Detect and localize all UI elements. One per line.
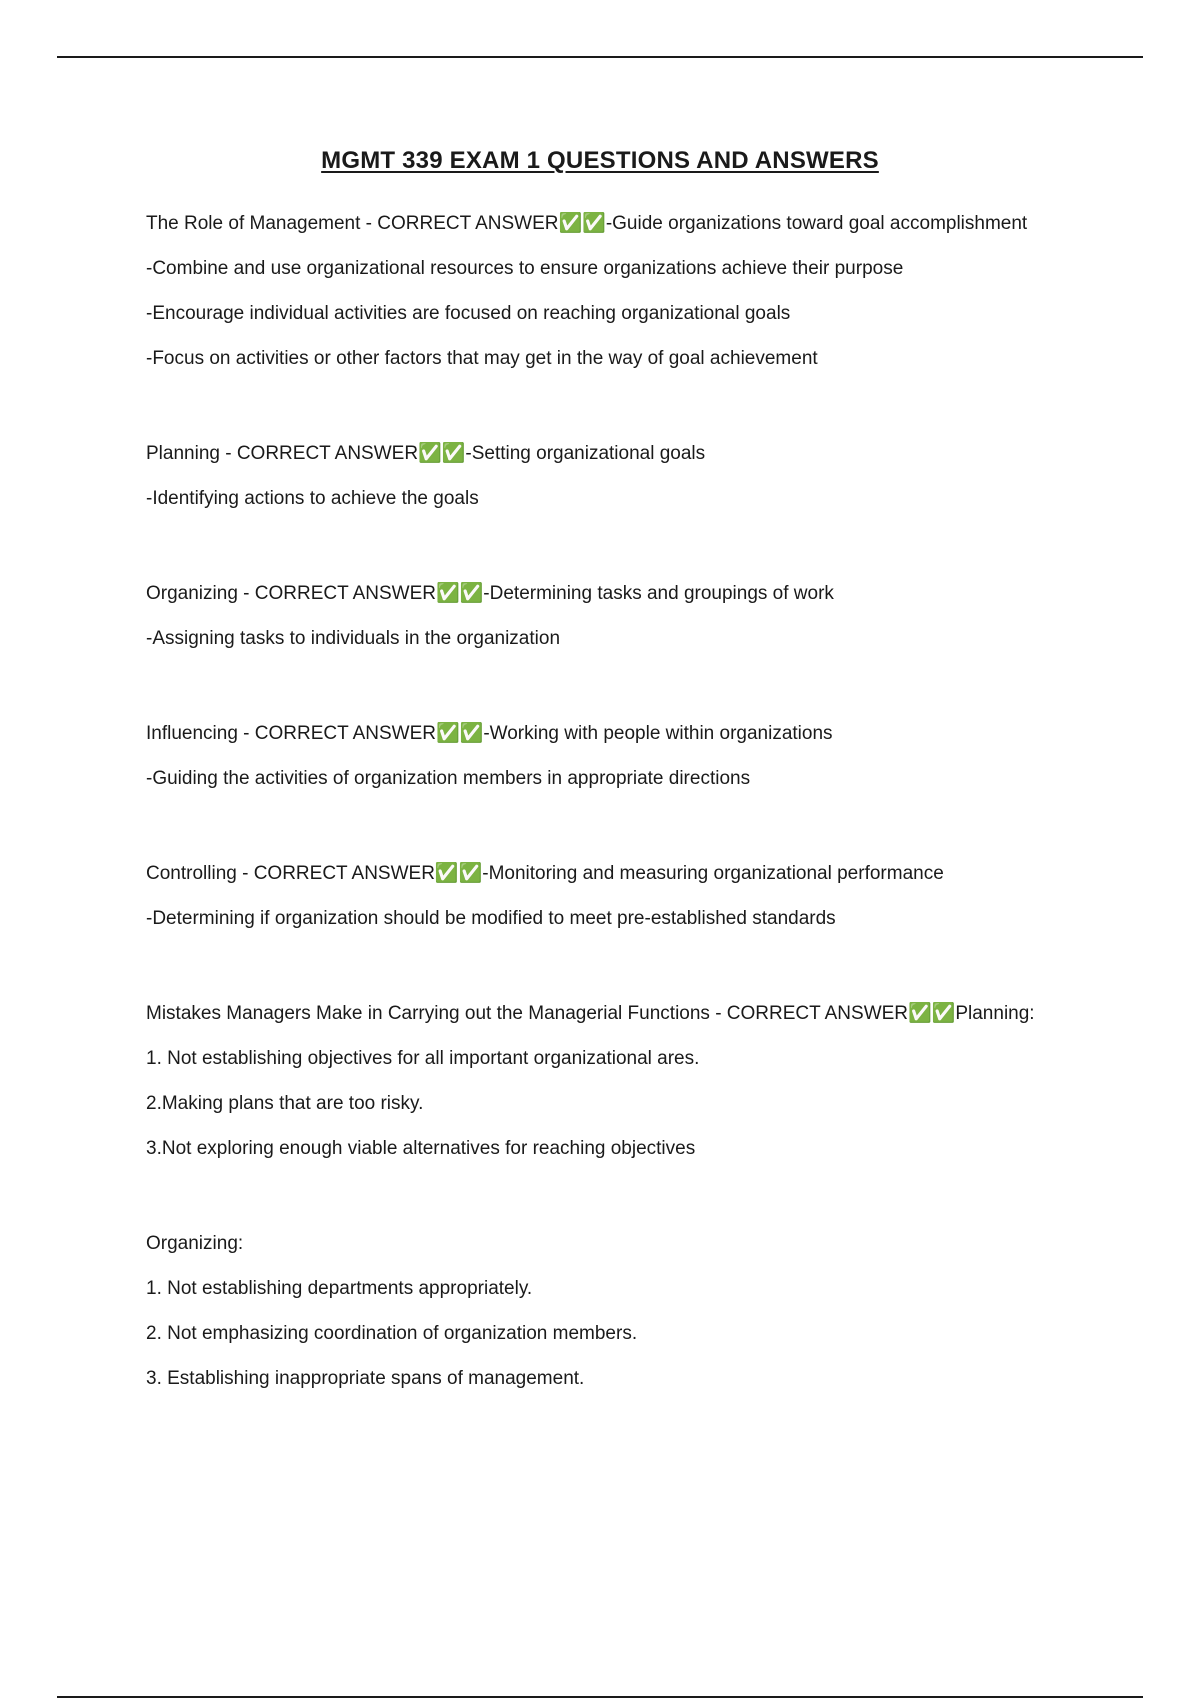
question-line: Planning - CORRECT ANSWER✅✅-Setting organizational goals [146, 443, 706, 464]
list-item: 3.Not exploring enough viable alternatives for reaching objectives [146, 1138, 696, 1159]
question-line: The Role of Management - CORRECT ANSWER✅✅-Guide organizations toward goal accomplishment [146, 213, 1028, 234]
answer-line: -Focus on activities or other factors that may get in the way of goal achievement [146, 348, 818, 369]
section-planning [146, 431, 1146, 521]
list-item: 2.Making plans that are too risky. [146, 1093, 424, 1114]
answer-line: -Identifying actions to achieve the goals [146, 488, 479, 509]
header-rule [57, 56, 1143, 58]
section-role-of-management [146, 201, 1146, 381]
footer-rule [57, 1696, 1143, 1698]
question-line: Organizing - CORRECT ANSWER✅✅-Determining tasks and groupings of work [146, 583, 834, 604]
answer-line: -Encourage individual activities are focused on reaching organizational goals [146, 303, 791, 324]
section-influencing [146, 711, 1146, 801]
list-item: 1. Not establishing objectives for all important organizational ares. [146, 1048, 700, 1069]
list-item: 3. Establishing inappropriate spans of management. [146, 1368, 585, 1389]
section-organizing [146, 571, 1146, 661]
answer-line: -Combine and use organizational resources to ensure organizations achieve their purpose [146, 258, 904, 279]
section-controlling [146, 851, 1146, 941]
subheading-line: Organizing: [146, 1233, 244, 1254]
section-mistakes-organizing [146, 1221, 1146, 1401]
document-body [146, 201, 1146, 1401]
list-item: 1. Not establishing departments appropriately. [146, 1278, 533, 1299]
answer-line: -Assigning tasks to individuals in the organization [146, 628, 561, 649]
page-title: MGMT 339 EXAM 1 QUESTIONS AND ANSWERS [321, 147, 879, 174]
question-line: Mistakes Managers Make in Carrying out the Managerial Functions - CORRECT ANSWER✅✅Planning: [146, 1003, 1035, 1024]
list-item: 2. Not emphasizing coordination of organization members. [146, 1323, 638, 1344]
answer-line: -Determining if organization should be modified to meet pre-established standards [146, 908, 836, 929]
question-line: Influencing - CORRECT ANSWER✅✅-Working with people within organizations [146, 723, 833, 744]
question-line: Controlling - CORRECT ANSWER✅✅-Monitoring and measuring organizational performance [146, 863, 944, 884]
section-mistakes-planning [146, 991, 1146, 1171]
answer-line: -Guiding the activities of organization members in appropriate directions [146, 768, 751, 789]
